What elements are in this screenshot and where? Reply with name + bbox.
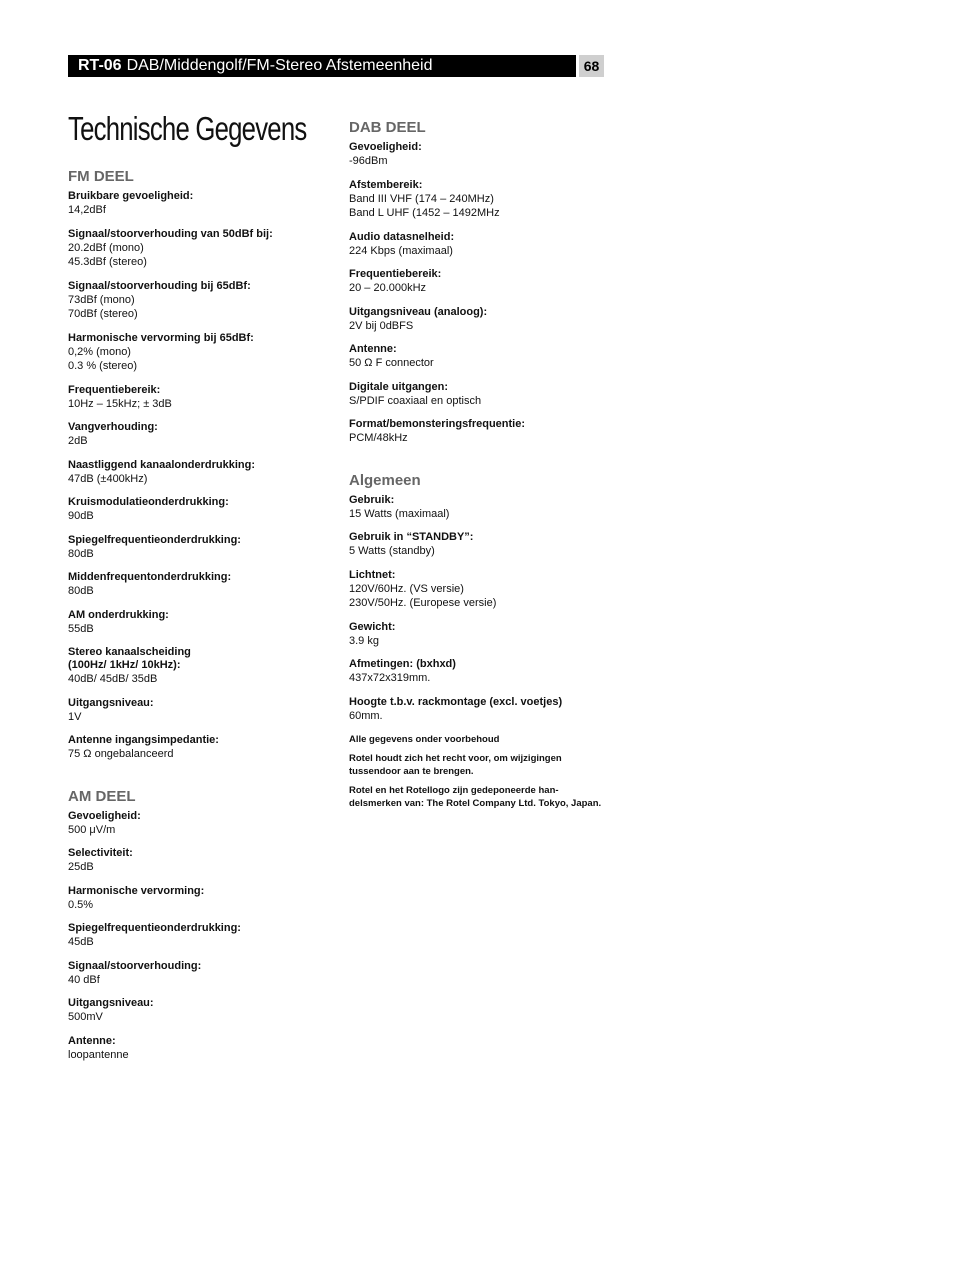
spec-item — [68, 280, 323, 322]
spec-value: 20 – 20.000kHz — [349, 282, 427, 294]
spec-label: Uitgangsniveau: — [68, 997, 154, 1009]
spec-item — [68, 332, 323, 374]
spec-item — [68, 496, 323, 524]
spec-item — [349, 418, 604, 446]
spec-value: 2dB — [68, 435, 88, 447]
spec-value: 25dB — [68, 861, 94, 873]
spec-item — [68, 459, 323, 487]
spec-label: Uitgangsniveau: — [68, 696, 154, 709]
spec-label: Afmetingen: (bxhxd) — [349, 658, 456, 670]
spec-value: 80dB — [68, 547, 94, 560]
spec-value: loopantenne — [68, 1048, 129, 1061]
general-spec-list — [349, 494, 604, 724]
spec-item — [68, 697, 323, 725]
spec-value: 120V/60Hz. (VS versie) 230V/50Hz. (Europese versie) — [349, 582, 497, 609]
left-column — [68, 168, 323, 1072]
spec-item — [349, 179, 604, 221]
page-number: 68 — [579, 55, 604, 77]
spec-label: Lichtnet: — [349, 568, 396, 581]
spec-value: 50 Ω F connector — [349, 357, 434, 369]
spec-label: Bruikbare gevoeligheid: — [68, 190, 194, 202]
spec-value: 437x72x319mm. — [349, 672, 431, 684]
spec-label: Antenne: — [68, 1034, 116, 1047]
spec-label: Antenne: — [349, 343, 397, 355]
spec-item — [349, 141, 604, 169]
spec-value: 45dB — [68, 936, 94, 948]
spec-label: Frequentiebereik: — [68, 383, 161, 396]
spec-label: Signaal/stoorverhouding: — [68, 959, 202, 972]
spec-label: Vangverhouding: — [68, 421, 158, 433]
spec-label: Gebruik in “STANDBY”: — [349, 531, 474, 543]
am-spec-list — [68, 810, 323, 1063]
spec-item — [349, 696, 604, 724]
spec-label: Gevoeligheid: — [68, 809, 141, 822]
am-section-heading: AM DEEL — [68, 787, 136, 805]
spec-label: Gewicht: — [349, 620, 396, 633]
dab-spec-list — [349, 141, 604, 446]
spec-item — [68, 810, 323, 838]
spec-label: Gebruik: — [349, 493, 395, 506]
spec-label: Antenne ingangsimpedantie: — [68, 734, 219, 746]
general-section-heading: Algemeen — [349, 471, 421, 489]
spec-label: Frequentiebereik: — [349, 268, 442, 280]
spec-value: 2V bij 0dBFS — [349, 319, 414, 332]
model-name: RT-06 — [78, 57, 122, 74]
spec-value: 15 Watts (maximaal) — [349, 507, 450, 520]
spec-item — [349, 381, 604, 409]
spec-value: 224 Kbps (maximaal) — [349, 244, 453, 257]
spec-value: 10Hz – 15kHz; ± 3dB — [68, 397, 172, 410]
spec-item — [349, 306, 604, 334]
spec-item — [68, 885, 323, 913]
fm-section-heading: FM DEEL — [68, 168, 134, 185]
dab-section-heading: DAB DEEL — [349, 119, 426, 136]
header-subtitle: DAB/Middengolf/FM-Stereo Afstemeenheid — [126, 57, 433, 74]
spec-label: Selectiviteit: — [68, 847, 133, 859]
spec-value: 90dB — [68, 510, 94, 522]
note-text: Rotel houdt zich het recht voor, om wijzigingen tussendoor aan te brengen. — [349, 753, 562, 777]
spec-item — [349, 268, 604, 296]
spec-item — [68, 534, 323, 562]
spec-label: Spiegelfrequentieonderdrukking: — [68, 922, 241, 934]
spec-label: AM onderdrukking: — [68, 608, 169, 621]
spec-item — [68, 922, 323, 950]
fm-spec-list — [68, 190, 323, 762]
spec-item — [349, 621, 604, 649]
spec-value: S/PDIF coaxiaal en optisch — [349, 394, 482, 407]
spec-item — [68, 734, 323, 762]
spec-item — [68, 228, 323, 270]
spec-value: 80dB — [68, 585, 94, 597]
spec-value: 1V — [68, 710, 82, 723]
spec-label: Spiegelfrequentieonderdrukking: — [68, 533, 241, 546]
spec-value: 3.9 kg — [349, 634, 379, 647]
spec-item — [68, 421, 323, 449]
spec-value: -96dBm — [349, 155, 388, 167]
spec-value: 40 dBf — [68, 973, 100, 986]
page-title: Technische Gegevens — [68, 110, 307, 147]
spec-item — [68, 571, 323, 599]
spec-item — [349, 569, 604, 611]
spec-label: Signaal/stoorverhouding bij 65dBf: — [68, 279, 251, 292]
spec-item — [68, 960, 323, 988]
spec-value: 500mV — [68, 1011, 103, 1023]
spec-item — [349, 531, 604, 559]
spec-value: 55dB — [68, 622, 94, 635]
spec-item — [68, 190, 323, 218]
spec-label: Stereo kanaalscheiding (100Hz/ 1kHz/ 10kHz): — [68, 646, 191, 671]
spec-value: 0.5% — [68, 898, 94, 911]
right-column — [349, 119, 604, 816]
spec-label: Audio datasnelheid: — [349, 230, 455, 243]
spec-item — [349, 494, 604, 522]
spec-item — [349, 231, 604, 259]
spec-value: 20.2dBf (mono) 45.3dBf (stereo) — [68, 241, 147, 268]
spec-label: Uitgangsniveau (analoog): — [349, 305, 488, 318]
spec-item — [68, 997, 323, 1025]
note-text: Alle gegevens onder voorbehoud — [349, 734, 500, 745]
spec-label: Middenfrequentonderdrukking: — [68, 571, 232, 583]
spec-value: 60mm. — [349, 709, 383, 722]
spec-label: Signaal/stoorverhouding van 50dBf bij: — [68, 227, 273, 240]
spec-value: 75 Ω ongebalanceerd — [68, 748, 174, 760]
spec-value: 40dB/ 45dB/ 35dB — [68, 673, 158, 685]
spec-label: Gevoeligheid: — [349, 141, 422, 153]
spec-label: Harmonische vervorming: — [68, 884, 205, 897]
spec-item — [68, 384, 323, 412]
spec-value: 14,2dBf — [68, 204, 106, 216]
spec-value: 5 Watts (standby) — [349, 545, 435, 557]
spec-label: Afstembereik: — [349, 178, 423, 191]
spec-value: 500 μV/m — [68, 823, 116, 836]
spec-label: Digitale uitgangen: — [349, 380, 448, 393]
spec-value: Band III VHF (174 – 240MHz) Band L UHF (1452 – 1492MHz — [349, 192, 500, 219]
spec-label: Format/bemonsteringsfrequentie: — [349, 418, 526, 430]
spec-item — [349, 658, 604, 686]
spec-value: 47dB (±400kHz) — [68, 472, 148, 485]
spec-item — [349, 343, 604, 371]
spec-value: 0,2% (mono) 0.3 % (stereo) — [68, 345, 138, 372]
note-text: Rotel en het Rotellogo zijn gedeponeerde han-delsmerken van: The Rotel Company Ltd. Tokyo, Japan. — [349, 785, 602, 809]
spec-label: Hoogte t.b.v. rackmontage (excl. voetjes) — [349, 695, 563, 708]
spec-label: Kruismodulatieonderdrukking: — [68, 496, 229, 508]
spec-item — [68, 1035, 323, 1063]
notes-list — [349, 733, 604, 810]
spec-item — [68, 847, 323, 875]
spec-item — [68, 646, 323, 687]
spec-label: Harmonische vervorming bij 65dBf: — [68, 331, 254, 344]
spec-label: Naastliggend kanaalonderdrukking: — [68, 458, 256, 471]
spec-value: 73dBf (mono) 70dBf (stereo) — [68, 293, 138, 320]
spec-value: PCM/48kHz — [349, 432, 408, 444]
spec-item — [68, 609, 323, 637]
header-bar — [68, 55, 576, 77]
